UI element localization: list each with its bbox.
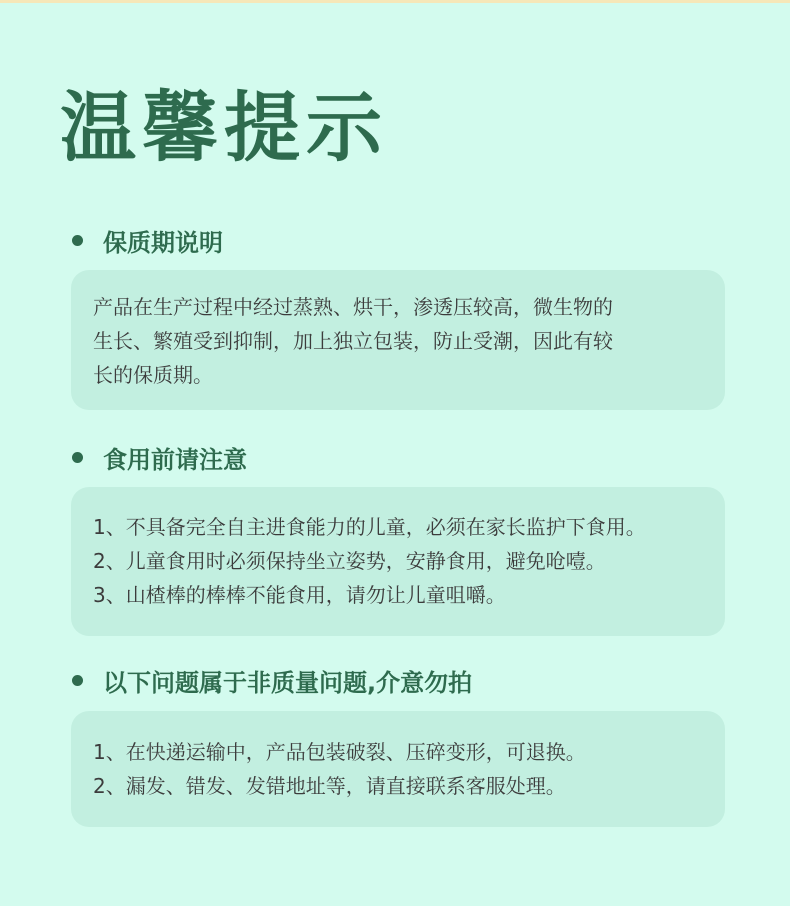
card-line: 产品在生产过程中经过蒸熟、烘干，渗透压较高，微生物的	[93, 295, 613, 319]
bullet-dot-icon	[72, 235, 83, 246]
section-header-non-quality	[72, 665, 472, 695]
bullet-dot-icon	[72, 452, 83, 463]
card-line: 2、漏发、错发、发错地址等，请直接联系客服处理。	[93, 774, 566, 798]
card-line: 长的保质期。	[93, 363, 213, 387]
section-header-shelf-life	[72, 225, 223, 255]
section-title-before-eating: 食用前请注意	[103, 445, 247, 474]
section-header-before-eating	[72, 442, 247, 472]
card-line: 2、儿童食用时必须保持坐立姿势，安静食用，避免呛噎。	[93, 549, 606, 573]
card-line: 3、山楂棒的棒棒不能食用，请勿让儿童咀嚼。	[93, 583, 506, 607]
section-title-shelf-life: 保质期说明	[103, 228, 223, 257]
card-line: 1、在快递运输中，产品包装破裂、压碎变形，可退换。	[93, 740, 586, 764]
card-non-quality	[71, 711, 725, 827]
card-line: 生长、繁殖受到抑制，加上独立包装，防止受潮，因此有较	[93, 329, 613, 353]
section-title-non-quality: 以下问题属于非质量问题,介意勿拍	[103, 668, 473, 697]
top-accent-strip	[0, 0, 790, 3]
card-line: 1、不具备完全自主进食能力的儿童，必须在家长监护下食用。	[93, 515, 646, 539]
page-title: 温馨提示	[60, 83, 388, 172]
card-shelf-life	[71, 270, 725, 410]
card-before-eating	[71, 487, 725, 636]
bullet-dot-icon	[72, 675, 83, 686]
